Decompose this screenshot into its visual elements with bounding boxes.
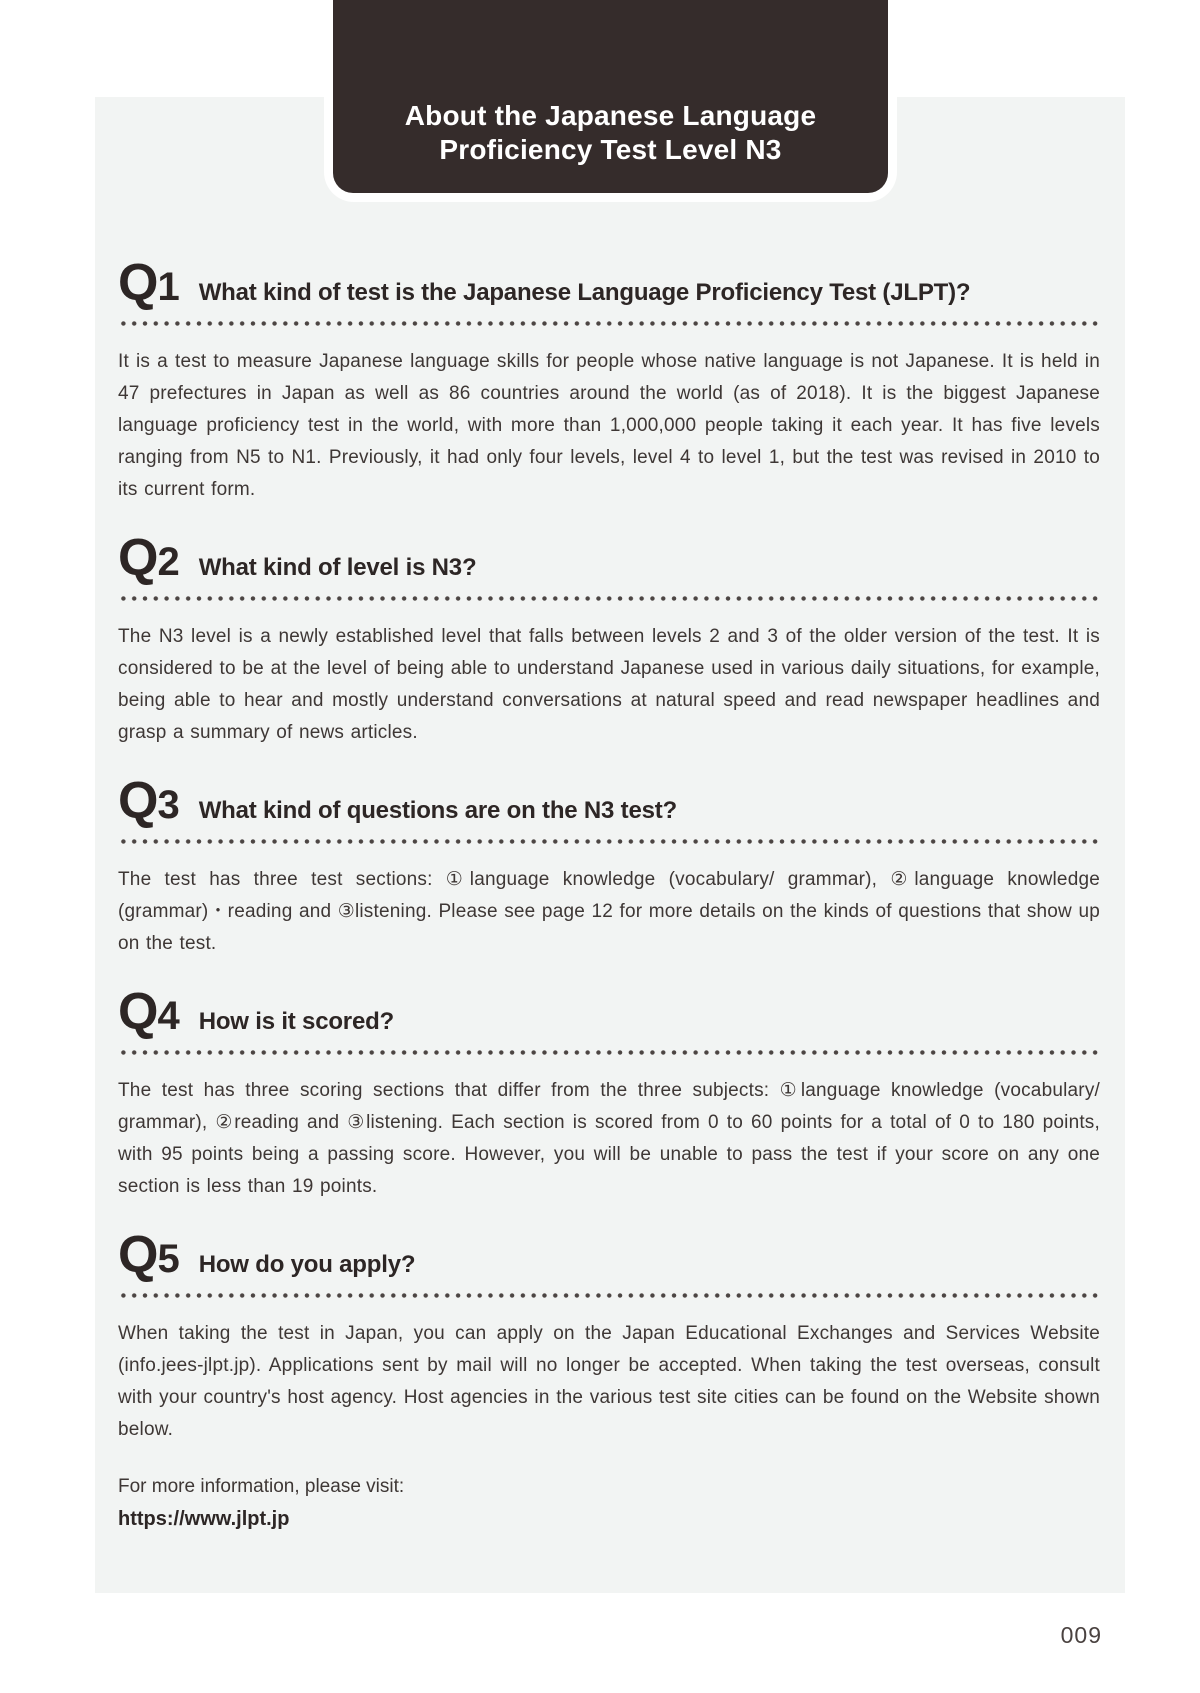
question-heading: [118, 1227, 1100, 1283]
answer-paragraph: When taking the test in Japan, you can apply on the Japan Educational Exchanges and Services Website (info.jees-jlpt.jp). Applications sent by mail will no longer be accepted. When taking the test overseas, consult with your country's host agency. Host agencies in the various test site cities can be found on the Website shown below.: [118, 1323, 1100, 1440]
header-tab: [333, 0, 888, 193]
section-q4: [118, 984, 1100, 1203]
page-number: 009: [1060, 1622, 1102, 1648]
section-q2: [118, 530, 1100, 749]
q-letter: Q: [118, 529, 158, 587]
q-digit: 4: [157, 994, 180, 1038]
q-letter: Q: [118, 772, 158, 830]
dotted-divider: [118, 321, 1100, 326]
question-number: [118, 1227, 180, 1287]
question-title: How is it scored?: [198, 1008, 395, 1035]
header-title-line1: About the Japanese Language: [404, 100, 817, 131]
q-letter: Q: [118, 1226, 158, 1284]
q-letter: Q: [118, 254, 158, 312]
answer-paragraph: It is a test to measure Japanese language skills for people whose native language is not Japanese. It is held in 47 prefectures in Japan as well as 86 countries around the world (as of 2018). It is the biggest Japanese language proficiency test in the world, with more than 1,000,000 people taking it each year. It has five levels ranging from N5 to N1. Previously, it had only four levels, level 4 to level 1, but the test was revised in 2010 to its current form.: [118, 351, 1100, 500]
more-info-label: For more information, please visit:: [118, 1476, 405, 1497]
question-heading: [118, 530, 1100, 586]
question-heading: [118, 773, 1100, 829]
section-q1: [118, 255, 1100, 506]
question-title: What kind of level is N3?: [198, 554, 477, 581]
q-digit: 3: [157, 783, 180, 827]
more-info-block: [118, 1472, 1100, 1536]
section-q3: [118, 773, 1100, 960]
dotted-divider: [118, 1293, 1100, 1298]
question-title: What kind of test is the Japanese Language Proficiency Test (JLPT)?: [198, 279, 971, 306]
question-number: [118, 255, 180, 315]
jlpt-url[interactable]: https://www.jlpt.jp: [118, 1508, 290, 1530]
q-digit: 2: [157, 540, 180, 584]
question-number: [118, 530, 180, 590]
answer-paragraph: The test has three test sections: ①language knowledge (vocabulary/ grammar), ②language knowledge (grammar)・reading and ③listening. Please see page 12 for more details on the kinds of questions that show up on the test.: [118, 869, 1100, 954]
question-heading: [118, 255, 1100, 311]
qa-content: [95, 97, 1125, 1536]
question-title: How do you apply?: [198, 1251, 416, 1278]
question-title: What kind of questions are on the N3 test?: [198, 797, 678, 824]
answer-paragraph: The test has three scoring sections that differ from the three subjects: ①language knowledge (vocabulary/ grammar), ②reading and ③listening. Each section is scored from 0 to 60 points for a total of 0 to 180 points, with 95 points being a passing score. However, you will be unable to pass the test if your score on any one section is less than 19 points.: [118, 1080, 1100, 1197]
q-digit: 1: [157, 265, 180, 309]
q-letter: Q: [118, 983, 158, 1041]
dotted-divider: [118, 1050, 1100, 1055]
content-card: [95, 97, 1125, 1593]
question-heading: [118, 984, 1100, 1040]
q-digit: 5: [157, 1237, 180, 1281]
dotted-divider: [118, 839, 1100, 844]
header-tab-outline: [324, 0, 897, 202]
header-title-line2: Proficiency Test Level N3: [439, 134, 782, 165]
section-q5: [118, 1227, 1100, 1446]
question-number: [118, 773, 180, 833]
answer-paragraph: The N3 level is a newly established level that falls between levels 2 and 3 of the older version of the test. It is considered to be at the level of being able to understand Japanese used in various daily situations, for example, being able to hear and mostly understand conversations at natural speed and read newspaper headlines and grasp a summary of news articles.: [118, 626, 1100, 743]
dotted-divider: [118, 596, 1100, 601]
question-number: [118, 984, 180, 1044]
